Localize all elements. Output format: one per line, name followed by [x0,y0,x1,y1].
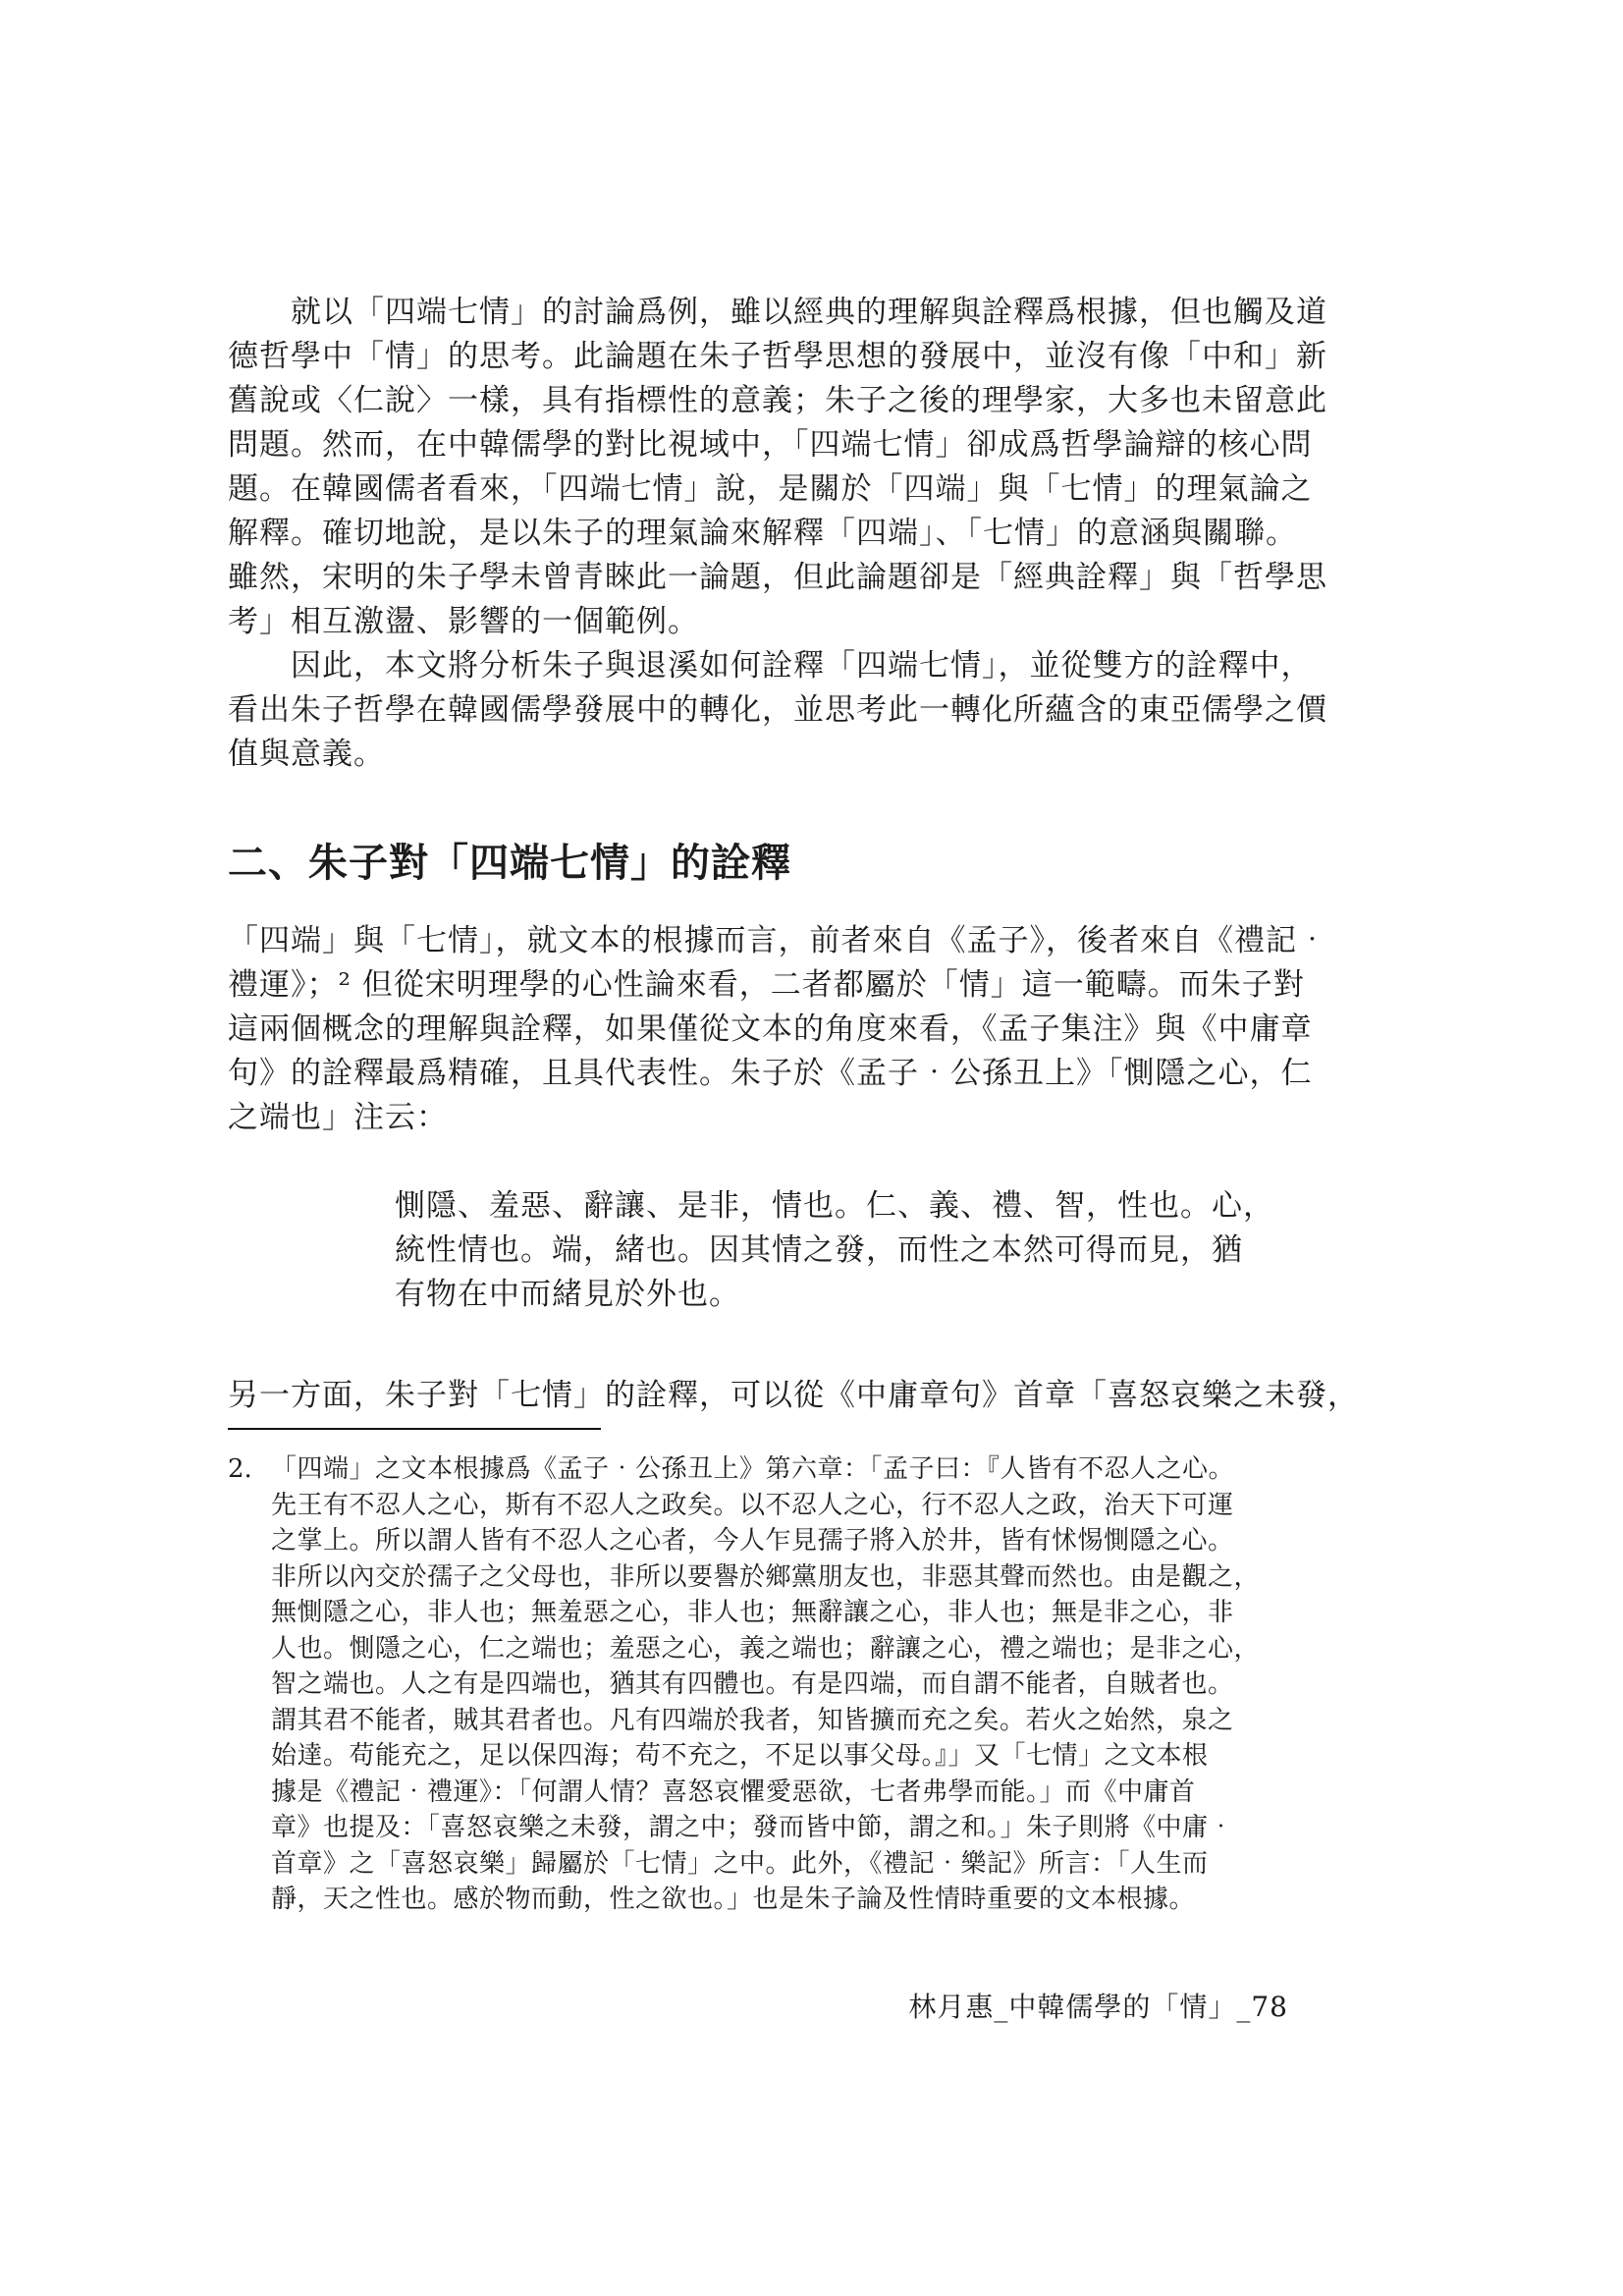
text-line: 值與意義。 [228,737,385,772]
text-line: 無惻隱之心，非人也；無羞惡之心，非人也；無辭讓之心，非人也；無是非之心，非 [271,1598,1234,1627]
text-line: 始達。苟能充之，足以保四海；苟不充之，不足以事父母。』」又「七情」之文本根 [271,1741,1209,1771]
text-line: 之掌上。所以謂人皆有不忍人之心者，今人乍見孺子將入於井，皆有怵惕惻隱之心。 [271,1526,1234,1556]
text-line: 據是《禮記‧禮運》：「何謂人情？喜怒哀懼愛惡欲，七者弗學而能。」而《中庸首 [271,1777,1196,1807]
text-line: 另一方面，朱子對「七情」的詮釋，可以從《中庸章句》首章「喜怒哀樂之未發， [228,1378,1359,1413]
text-line: 惻隱、羞惡、辭讓、是非，情也。仁、義、禮、智，性也。心， [395,1188,1274,1224]
paragraph-thesis [228,644,1327,777]
text-line: 問題。然而，在中韓儒學的對比視域中，「四端七情」卻成爲哲學論辯的核心問 [228,427,1313,463]
footnote-number: 2. [228,1454,252,1484]
text-line: 舊說或〈仁說〉一樣，具有指標性的意義；朱子之後的理學家，大多也未留意此 [228,383,1327,418]
text-line: 德哲學中「情」的思考。此論題在朱子哲學思想的發展中，並沒有像「中和」新 [228,339,1327,374]
text-line: 靜，天之性也。感於物而動，性之欲也。」也是朱子論及性情時重要的文本根據。 [271,1885,1196,1914]
paragraph-intro [228,291,1327,644]
text-line: 之端也」注云： [228,1100,448,1135]
text-line: 章》也提及：「喜怒哀樂之未發，謂之中；發而皆中節，謂之和。」朱子則將《中庸‧ [271,1813,1235,1842]
block-quote [395,1184,1288,1317]
section-heading: 二、朱子對「四端七情」的詮釋 [228,840,791,886]
text-line: 人也。惻隱之心，仁之端也；羞惡之心，義之端也；辭讓之心，禮之端也；是非之心， [271,1633,1261,1664]
text-line: 「四端」與「七情」，就文本的根據而言，前者來自《孟子》，後者來自《禮記‧ [228,923,1328,958]
footnote [228,1451,1288,1918]
text-line: 非所以內交於孺子之父母也，非所以要譽於鄉黨朋友也，非惡其聲而然也。由是觀之， [271,1561,1261,1592]
text-line: 謂其君不能者，賊其君者也。凡有四端於我者，知皆擴而充之矣。若火之始然，泉之 [271,1705,1234,1735]
text-line: 有物在中而緒見於外也。 [395,1277,740,1312]
text-line: 看出朱子哲學在韓國儒學發展中的轉化，並思考此一轉化所蘊含的東亞儒學之價 [228,692,1327,728]
footnote-text [271,1451,1260,1918]
paragraph-section-body [228,919,1328,1140]
text-line: 統性情也。端，緒也。因其情之發，而性之本然可得而見，猶 [395,1232,1243,1268]
text-line: 句》的詮釋最爲精確，且具代表性。朱子於《孟子‧公孫丑上》「惻隱之心，仁 [228,1056,1313,1091]
footnote-separator [228,1428,601,1430]
text-line: 雖然，宋明的朱子學未曾青睞此一論題，但此論題卻是「經典詮釋」與「哲學思 [228,560,1327,595]
text-line: 題。在韓國儒者看來，「四端七情」說，是關於「四端」與「七情」的理氣論之 [228,471,1313,507]
text-line: 這兩個概念的理解與詮釋，如果僅從文本的角度來看，《孟子集注》與《中庸章 [228,1011,1313,1047]
text-line: 禮運》；² 但從宋明理學的心性論來看，二者都屬於「情」這一範疇。而朱子對 [228,967,1305,1003]
text-line: 「四端」之文本根據爲《孟子‧公孫丑上》第六章：「孟子曰：『人皆有不忍人之心。 [271,1454,1235,1484]
paragraph-continuation [228,1374,1359,1418]
text-line: 考」相互激盪、影響的一個範例。 [228,604,699,639]
text-line: 解釋。確切地說，是以朱子的理氣論來解釋「四端」、「七情」的意涵與關聯。 [228,516,1297,551]
text-line: 智之端也。人之有是四端也，猶其有四體也。有是四端，而自謂不能者，自賊者也。 [271,1669,1234,1699]
page-footer: 林月惠_中韓儒學的「情」_78 [908,1991,1288,2023]
text-line: 首章》之「喜怒哀樂」歸屬於「七情」之中。此外，《禮記‧樂記》所言：「人生而 [271,1848,1209,1879]
text-block [228,291,1359,1918]
text-line: 因此，本文將分析朱子與退溪如何詮釋「四端七情」，並從雙方的詮釋中， [228,648,1313,683]
text-line: 先王有不忍人之心，斯有不忍人之政矣。以不忍人之心，行不忍人之政，治天下可運 [271,1490,1234,1520]
text-line: 就以「四端七情」的討論爲例，雖以經典的理解與詮釋爲根據，但也觸及道 [228,295,1327,330]
